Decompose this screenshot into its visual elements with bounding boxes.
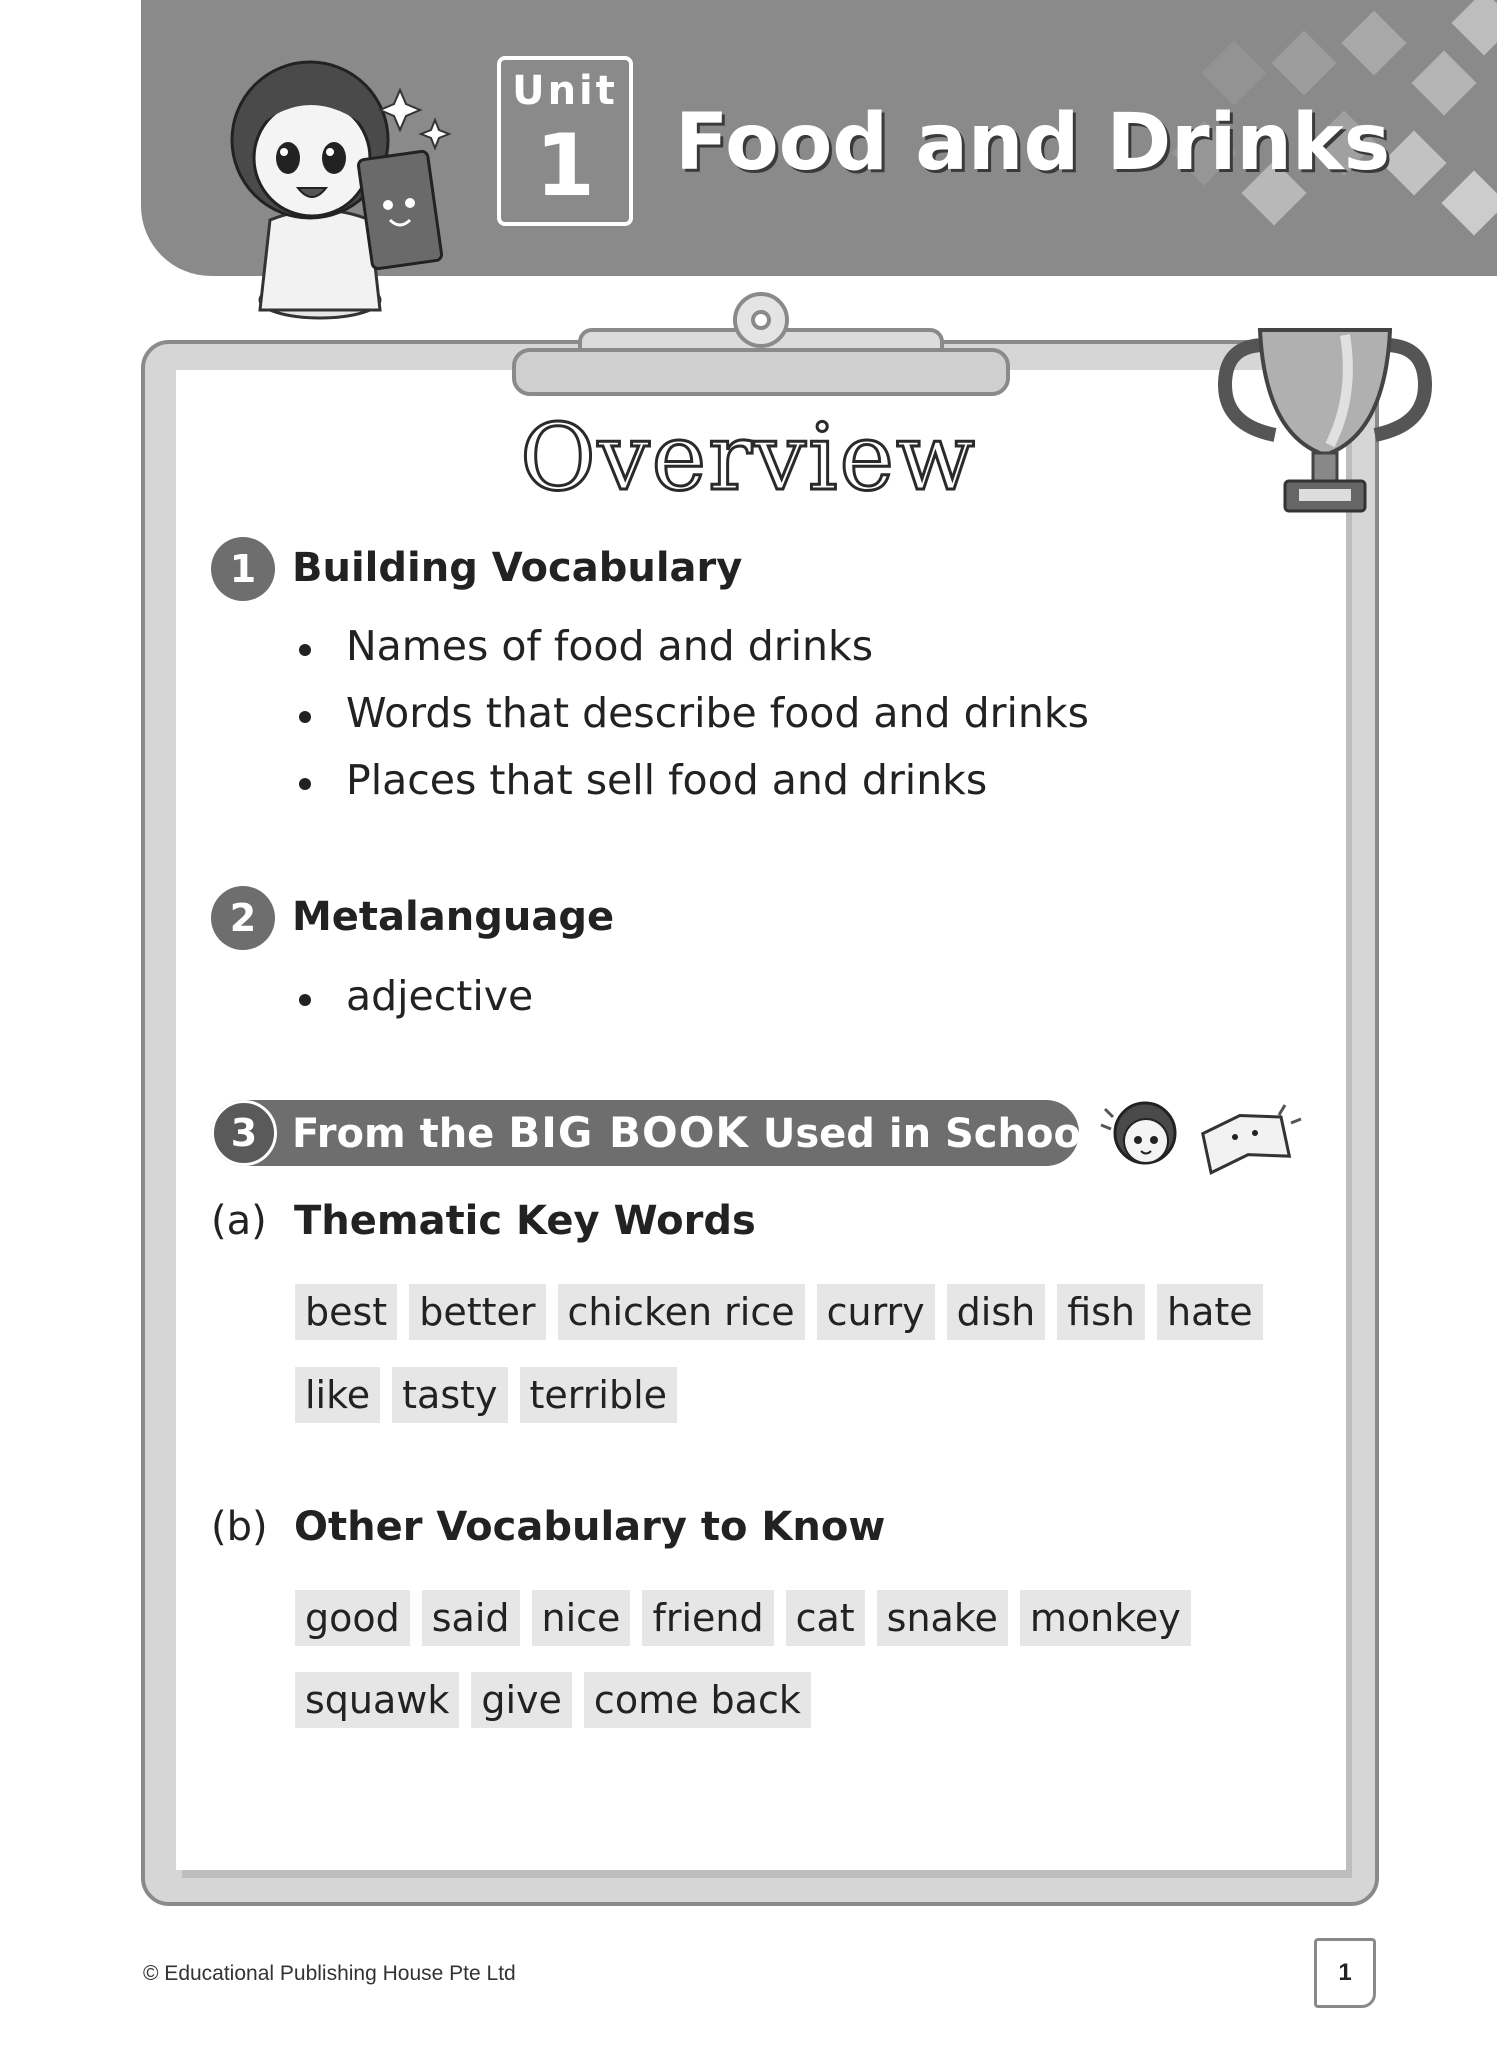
banner-tile [1441, 170, 1497, 235]
keyword-chip: curry [817, 1284, 935, 1340]
keyword-chip: squawk [295, 1672, 459, 1728]
keyword-chip: said [422, 1590, 520, 1646]
clipboard-ring-hole [751, 310, 771, 330]
overview-title: Overview [520, 404, 977, 511]
copyright-notice: © Educational Publishing House Pte Ltd [143, 1962, 516, 1985]
bullet-dot [299, 711, 311, 723]
subsection-heading-other-vocabulary: Other Vocabulary to Know [294, 1504, 886, 1550]
girl-and-book-icon [1095, 1085, 1315, 1175]
banner-tile [1201, 40, 1266, 105]
banner-tile [1271, 30, 1336, 95]
section-heading-metalanguage: Metalanguage [292, 894, 615, 940]
keyword-chip: dish [947, 1284, 1046, 1340]
keyword-chip: give [471, 1672, 572, 1728]
bullet-item: Names of food and drinks [346, 622, 874, 670]
keyword-chip: monkey [1020, 1590, 1191, 1646]
unit-label: Unit [512, 68, 618, 114]
keyword-chip: good [295, 1590, 410, 1646]
heading-part: Used in School [762, 1111, 1095, 1157]
section-number-2: 2 [211, 886, 275, 950]
keyword-chip: tasty [392, 1367, 507, 1423]
bullet-dot [299, 644, 311, 656]
keyword-chip: like [295, 1367, 380, 1423]
bullet-item: Words that describe food and drinks [346, 689, 1089, 737]
page-number: 1 [1314, 1938, 1376, 2008]
keyword-chip: terrible [520, 1367, 677, 1423]
unit-title: Food and Drinks [675, 98, 1391, 188]
section-heading-big-book [292, 1104, 1095, 1163]
section-number-1: 1 [211, 537, 275, 601]
keyword-chip: hate [1157, 1284, 1263, 1340]
bullet-dot [299, 778, 311, 790]
keyword-chip: come back [584, 1672, 811, 1728]
keyword-chip: chicken rice [558, 1284, 805, 1340]
subsection-label-b: (b) [211, 1504, 268, 1550]
keyword-row-b1 [295, 1590, 1191, 1646]
keyword-chip: nice [532, 1590, 631, 1646]
bullet-item: Places that sell food and drinks [346, 756, 988, 804]
keyword-row-a1 [295, 1284, 1263, 1340]
keyword-chip: fish [1057, 1284, 1145, 1340]
banner-tile [1451, 0, 1497, 56]
heading-part: From the [292, 1111, 495, 1157]
subsection-label-a: (a) [211, 1198, 267, 1244]
keyword-row-a2 [295, 1367, 677, 1423]
bullet-item: adjective [346, 972, 534, 1020]
keyword-chip: snake [877, 1590, 1008, 1646]
unit-number: 1 [535, 116, 595, 216]
keyword-chip: cat [786, 1590, 865, 1646]
girl-with-book-illustration [170, 20, 470, 320]
banner-tile [1381, 130, 1446, 195]
banner-tile [1341, 10, 1406, 75]
unit-badge [497, 56, 633, 226]
bullet-dot [299, 994, 311, 1006]
heading-big-book: BIG BOOK [508, 1108, 749, 1157]
banner-tile [1411, 50, 1476, 115]
keyword-chip: better [409, 1284, 545, 1340]
clipboard-clip [512, 348, 1010, 396]
keyword-row-b2 [295, 1672, 811, 1728]
keyword-chip: friend [642, 1590, 773, 1646]
keyword-chip: best [295, 1284, 397, 1340]
section-heading-building-vocabulary: Building Vocabulary [292, 545, 743, 591]
subsection-heading-thematic-key-words: Thematic Key Words [294, 1198, 756, 1244]
section-number-3: 3 [211, 1100, 277, 1166]
